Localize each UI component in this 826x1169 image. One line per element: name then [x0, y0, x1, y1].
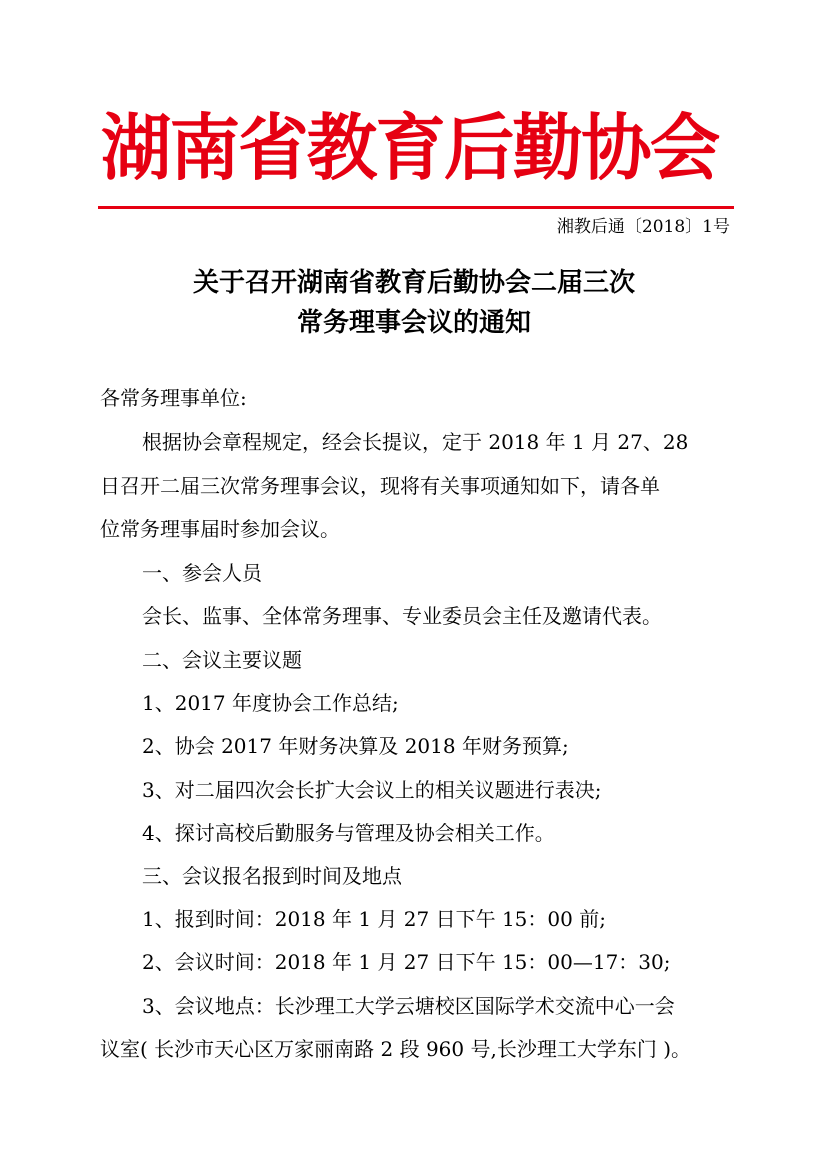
- section-2-item-2: 2、协会 2017 年财务决算及 2018 年财务预算;: [142, 734, 569, 758]
- section-2-heading: 二、会议主要议题: [142, 648, 302, 672]
- section-1-heading: 一、参会人员: [142, 561, 262, 585]
- section-2-item-3: 3、对二届四次会长扩大会议上的相关议题进行表决;: [142, 778, 602, 802]
- notice-title-line-2: 常务理事会议的通知: [296, 308, 531, 338]
- notice-title-line-1: 关于召开湖南省教育后勤协会二届三次: [192, 268, 635, 298]
- section-3-heading: 三、会议报名报到时间及地点: [142, 864, 402, 888]
- masthead-org-name: 湖南省教育后勤协会: [100, 106, 719, 190]
- paragraph-1-line-1: 根据协会章程规定，经会长提议，定于 2018 年 1 月 27、28: [142, 430, 689, 454]
- section-3-item-3-line-1: 3、会议地点：长沙理工大学云塘校区国际学术交流中心一会: [142, 994, 675, 1018]
- section-1-text: 会长、监事、全体常务理事、专业委员会主任及邀请代表。: [142, 604, 662, 628]
- salutation: 各常务理事单位:: [100, 386, 247, 410]
- paragraph-1-line-2: 日召开二届三次常务理事会议，现将有关事项通知如下，请各单: [100, 474, 660, 498]
- section-3-item-2: 2、会议时间：2018 年 1 月 27 日下午 15：00—17：30;: [142, 950, 671, 974]
- section-2-item-1: 1、2017 年度协会工作总结;: [142, 691, 399, 715]
- masthead-red-rule: [98, 206, 734, 209]
- section-3-item-1: 1、报到时间：2018 年 1 月 27 日下午 15：00 前;: [142, 907, 606, 931]
- section-2-item-4: 4、探讨高校后勤服务与管理及协会相关工作。: [142, 821, 555, 845]
- paragraph-1-line-3: 位常务理事届时参加会议。: [100, 517, 340, 541]
- section-3-item-3-line-2: 议室( 长沙市天心区万家丽南路 2 段 960 号,长沙理工大学东门 )。: [100, 1037, 692, 1061]
- document-number: 湘教后通〔2018〕1号: [556, 217, 730, 237]
